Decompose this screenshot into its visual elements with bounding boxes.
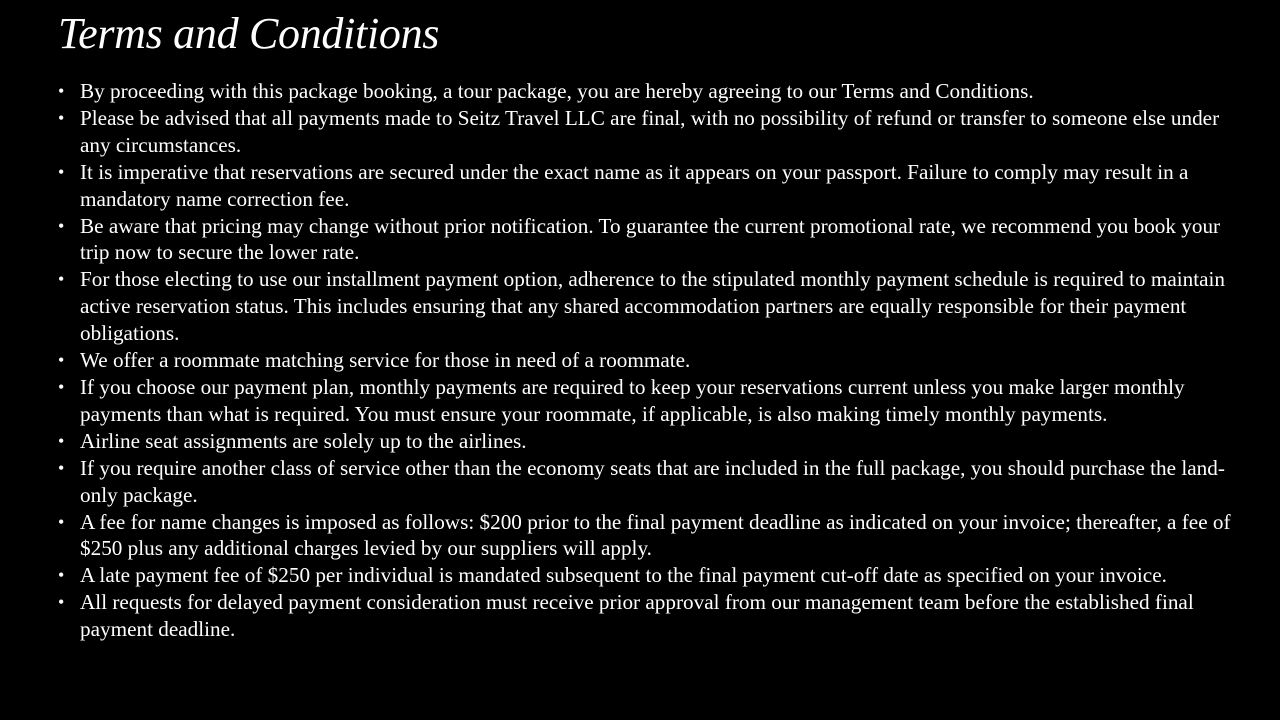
list-item bbox=[58, 105, 1240, 159]
page-title: Terms and Conditions bbox=[58, 9, 440, 58]
list-item bbox=[58, 589, 1240, 643]
term-text: A fee for name changes is imposed as follows: $200 prior to the final payment deadline as indicated on your invoice; thereafter, a fee of $250 plus any additional charges levied by our suppliers will apply. bbox=[80, 509, 1231, 561]
bullet-icon: • bbox=[58, 565, 65, 586]
bullet-icon: • bbox=[58, 215, 65, 236]
term-text: By proceeding with this package booking, a tour package, you are hereby agreeing to our Terms and Conditions. bbox=[80, 79, 1034, 103]
terms-page bbox=[58, 8, 1240, 643]
term-text: We offer a roommate matching service for those in need of a roommate. bbox=[80, 348, 691, 373]
list-item bbox=[58, 374, 1240, 428]
bullet-icon: • bbox=[58, 269, 65, 290]
bullet-icon: • bbox=[58, 511, 65, 532]
term-text: If you require another class of service other than the economy seats that are included in the full package, you should purchase the land-only package. bbox=[80, 455, 1225, 507]
term-text: Please be advised that all payments made to Seitz Travel LLC are final, with no possibility of refund or transfer to someone else under any circumstances. bbox=[80, 105, 1220, 157]
list-item bbox=[58, 78, 1240, 105]
term-text: All requests for delayed payment consideration must receive prior approval from our management team before the established final payment deadline. bbox=[80, 590, 1194, 642]
bullet-icon: • bbox=[58, 161, 65, 182]
term-text: Airline seat assignments are solely up to the airlines. bbox=[80, 428, 527, 453]
terms-list bbox=[58, 78, 1240, 643]
list-item bbox=[58, 213, 1240, 267]
term-text: If you choose our payment plan, monthly payments are required to keep your reservations current unless you make larger monthly payments than what is required. You must ensure your roommate, if applicable, is also making timely monthly payments. bbox=[80, 374, 1185, 426]
term-text: A late payment fee of $250 per individual is mandated subsequent to the final payment cut-off date as specified on your invoice. bbox=[80, 563, 1167, 588]
list-item bbox=[58, 509, 1240, 563]
term-text: For those electing to use our installment payment option, adherence to the stipulated monthly payment schedule is required to maintain active reservation status. This includes ensuring that any shared accommodation partners are equally responsible for their payment obligations. bbox=[80, 267, 1226, 346]
bullet-icon: • bbox=[58, 107, 65, 128]
list-item bbox=[58, 428, 1240, 455]
list-item bbox=[58, 455, 1240, 509]
term-text: Be aware that pricing may change without prior notification. To guarantee the current promotional rate, we recommend you book your trip now to secure the lower rate. bbox=[80, 213, 1221, 265]
list-item bbox=[58, 347, 1240, 374]
bullet-icon: • bbox=[58, 81, 65, 101]
bullet-icon: • bbox=[58, 350, 65, 371]
bullet-icon: • bbox=[58, 430, 65, 451]
bullet-icon: • bbox=[58, 457, 65, 478]
bullet-icon: • bbox=[58, 592, 65, 613]
list-item bbox=[58, 159, 1240, 213]
bullet-icon: • bbox=[58, 376, 65, 397]
list-item bbox=[58, 562, 1240, 589]
list-item bbox=[58, 266, 1240, 347]
term-text: It is imperative that reservations are secured under the exact name as it appears on your passport. Failure to comply may result in a mandatory name correction fee. bbox=[80, 159, 1189, 211]
